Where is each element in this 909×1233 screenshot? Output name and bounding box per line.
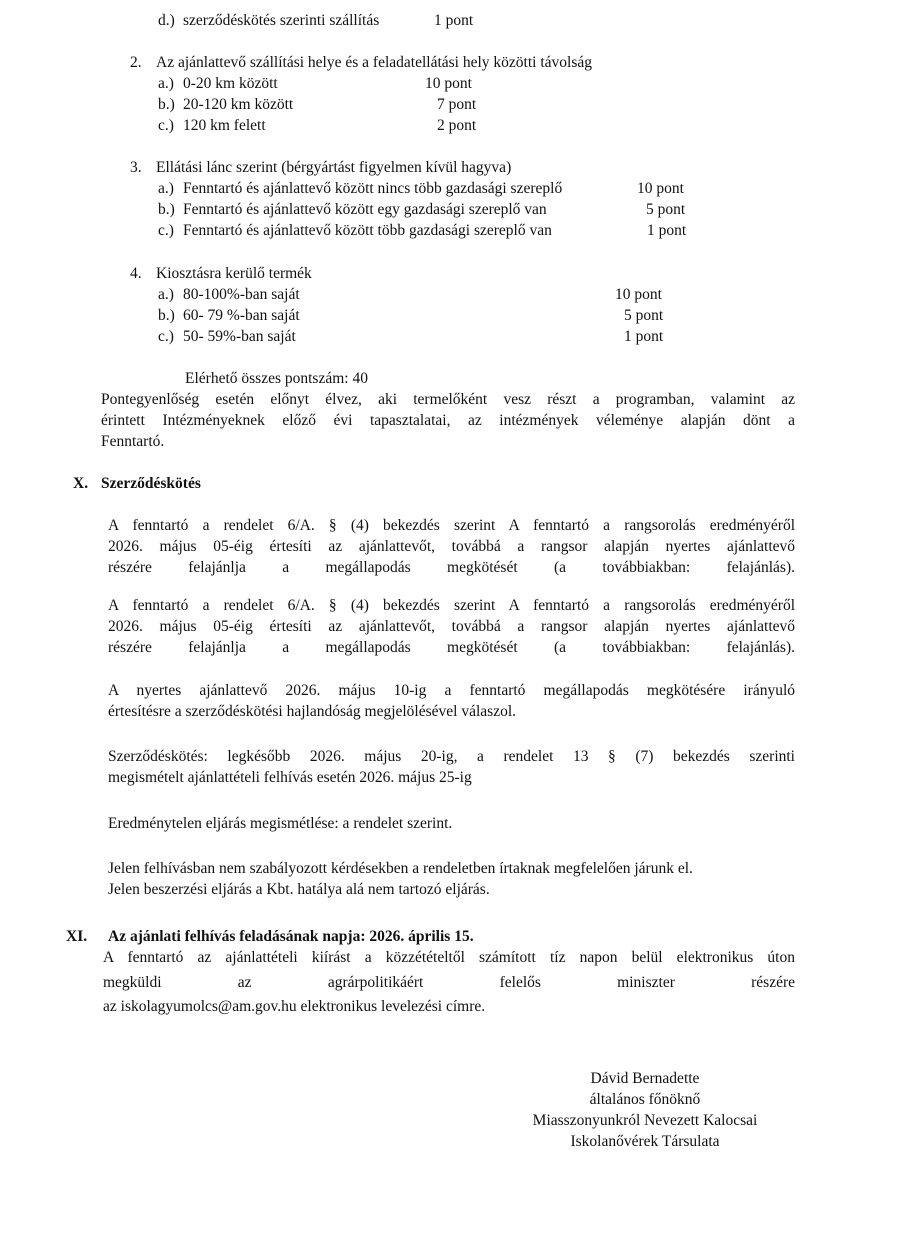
criteria4-item-c-text: 50- 59%-ban saját [183, 328, 296, 345]
criteria3-item-b-label: b.) [158, 201, 175, 218]
section-10-title: Szerződéskötés [101, 475, 201, 492]
criteria4-item-b-points: 5 pont [624, 307, 664, 324]
criteria4-number: 4. [130, 265, 142, 282]
criteria2-item-a-label: a.) [158, 75, 174, 92]
section-10-para-3-line-1: A nyertes ajánlattevő 2026. május 10-ig a fenntartó megállapodás megkötésére irányuló [108, 682, 795, 699]
signature-block [490, 1068, 800, 1152]
criteria2-item-b-label: b.) [158, 96, 175, 113]
section-10-para-1-line-3: részére felajánlja a megállapodás megkötését (a továbbiakban: felajánlás). [108, 559, 795, 576]
criteria3-title: Ellátási lánc szerint (bérgyártást figyelmen kívül hagyva) [156, 159, 512, 176]
criteria2-item-a-text: 0-20 km között [183, 75, 278, 92]
tie-paragraph-line-2: érintett Intézményeknek előző évi tapasztalatai, az intézmények véleménye alapján dönt a [101, 412, 795, 429]
criteria1-item-d-label: d.) [158, 12, 175, 29]
criteria3-item-c-label: c.) [158, 222, 174, 239]
section-11-title: Az ajánlati felhívás feladásának napja: 2026. április 15. [108, 928, 474, 945]
criteria1-item-d-text: szerződéskötés szerinti szállítás [183, 12, 380, 29]
criteria2-item-c-points: 2 pont [437, 117, 477, 134]
signature-name: Dávid Bernadette [590, 1070, 700, 1087]
criteria4-item-c-label: c.) [158, 328, 174, 345]
criteria2-item-a-points: 10 pont [425, 75, 472, 92]
criteria3-item-a-label: a.) [158, 180, 174, 197]
criteria2-number: 2. [130, 54, 142, 71]
criteria2-item-b-points: 7 pont [437, 96, 477, 113]
criteria4-item-b-text: 60- 79 %-ban saját [183, 307, 300, 324]
criteria4-title: Kiosztásra kerülő termék [156, 265, 312, 282]
section-10-para-1-line-1: A fenntartó a rendelet 6/A. § (4) bekezdés szerint A fenntartó a rangsorolás eredményéről [108, 517, 795, 534]
criteria4-item-c-points: 1 pont [624, 328, 664, 345]
tie-paragraph-line-3: Fenntartó. [101, 433, 165, 450]
section-10-para-2-line-1: A fenntartó a rendelet 6/A. § (4) bekezdés szerint A fenntartó a rangsorolás eredményéről [108, 597, 795, 614]
section-11-number: XI. [66, 928, 88, 945]
section-11-para-line-3: az iskolagyumolcs@am.gov.hu elektronikus levelezési címre. [103, 998, 486, 1015]
section-10-para-4-line-1: Szerződéskötés: legkésőbb 2026. május 20-ig, a rendelet 13 § (7) bekezdés szerinti [108, 748, 795, 765]
section-10-para-2-line-3: részére felajánlja a megállapodás megkötését (a továbbiakban: felajánlás). [108, 639, 795, 656]
criteria4-item-b-label: b.) [158, 307, 175, 324]
total-points: Elérhető összes pontszám: 40 [185, 370, 368, 387]
criteria1-item-d-points: 1 pont [434, 12, 474, 29]
criteria2-item-c-text: 120 km felett [183, 117, 266, 134]
section-10-number: X. [73, 475, 89, 492]
criteria3-item-b-points: 5 pont [646, 201, 686, 218]
criteria3-item-c-points: 1 pont [647, 222, 687, 239]
section-10-para-6-line-2: Jelen beszerzési eljárás a Kbt. hatálya alá nem tartozó eljárás. [108, 881, 490, 898]
signature-role: általános főnöknő [589, 1091, 701, 1108]
criteria3-number: 3. [130, 159, 142, 176]
criteria3-item-c-text: Fenntartó és ajánlattevő között több gazdasági szereplő van [183, 222, 552, 239]
section-10-para-2-line-2: 2026. május 05-éig értesíti az ajánlattevőt, továbbá a rangsor alapján nyertes ajánlattevő [108, 618, 795, 635]
section-11-para-line-2: megküldi az agrárpolitikáért felelős miniszter részére [103, 974, 795, 991]
signature-org-line-2: Iskolanővérek Társulata [570, 1133, 720, 1150]
criteria3-item-b-text: Fenntartó és ajánlattevő között egy gazdasági szereplő van [183, 201, 547, 218]
criteria3-item-a-points: 10 pont [637, 180, 684, 197]
section-10-para-5: Eredménytelen eljárás megismétlése: a rendelet szerint. [108, 815, 453, 832]
criteria3-item-a-text: Fenntartó és ajánlattevő között nincs több gazdasági szereplő [183, 180, 563, 197]
criteria4-item-a-text: 80-100%-ban saját [183, 286, 300, 303]
criteria4-item-a-label: a.) [158, 286, 174, 303]
criteria2-title: Az ajánlattevő szállítási helye és a feladatellátási hely közötti távolság [156, 54, 592, 71]
signature-org-line-1: Miasszonyunkról Nevezett Kalocsai [532, 1112, 758, 1129]
section-10-para-1-line-2: 2026. május 05-éig értesíti az ajánlattevőt, továbbá a rangsor alapján nyertes ajánlattevő [108, 538, 795, 555]
section-10-para-4-line-2: megismételt ajánlattételi felhívás esetén 2026. május 25-ig [108, 769, 472, 786]
criteria4-item-a-points: 10 pont [615, 286, 662, 303]
criteria2-item-b-text: 20-120 km között [183, 96, 294, 113]
section-10-para-3-line-2: értesítésre a szerződéskötési hajlandóság megjelölésével válaszol. [108, 703, 517, 720]
criteria2-item-c-label: c.) [158, 117, 174, 134]
section-11-para-line-1: A fenntartó az ajánlattételi kiírást a közzétételtől számított tíz napon belül elektronikus úton [103, 949, 795, 966]
section-10-para-6-line-1: Jelen felhívásban nem szabályozott kérdésekben a rendeletben írtaknak megfelelően járunk el. [108, 860, 693, 877]
tie-paragraph-line-1: Pontegyenlőség esetén előnyt élvez, aki termelőként vesz részt a programban, valamint az [101, 391, 795, 408]
